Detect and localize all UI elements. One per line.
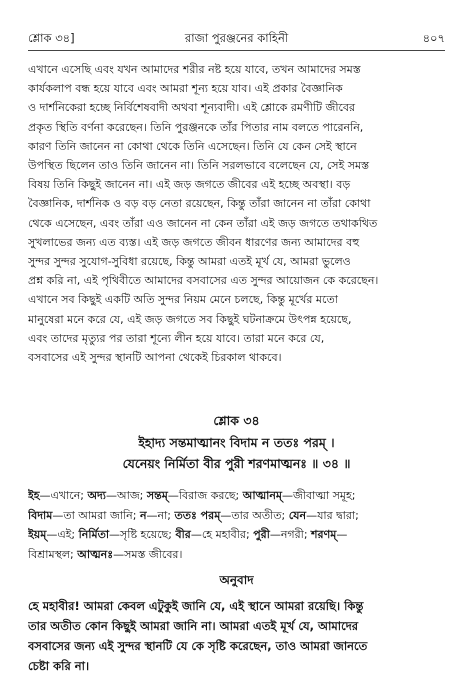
verse-reference: শ্লোক ৩৪] bbox=[28, 31, 75, 45]
synonym-meaning: —নগরী; bbox=[269, 528, 312, 541]
synonym-word: আত্মানম্ bbox=[242, 489, 283, 502]
synonym-word: বীর bbox=[175, 528, 191, 541]
synonym-word: নির্মিতা bbox=[78, 528, 110, 541]
purport-line: বিষয় তিনি কিছুই জানেন না। এই জড় জগতে জীবের এই হচ্ছে অবস্থা। বড় bbox=[28, 178, 351, 192]
translation-line: বসবাসের জন্য এই সুন্দর স্থানটি যে কে সৃষ্টি করেছেন, তাও আমরা জানতে bbox=[28, 639, 368, 653]
synonym-meaning: —তা আমরা জানি; bbox=[52, 508, 140, 522]
chapter-title: রাজা পুরঞ্জনের কাহিনী bbox=[184, 31, 289, 45]
synonym-word: অদ্য bbox=[87, 489, 106, 502]
translation-text bbox=[28, 596, 446, 676]
synonym-line bbox=[28, 506, 446, 526]
purport-line: মানুষেরা মনে করে যে, এই জড় জগতে সব কিছুই ঘটনাক্রমে উৎপন্ন হয়েছে, bbox=[28, 312, 352, 326]
purport-line: থেকে এসেছেন, এবং তাঁরা এও জানেন না কেন তাঁরা এই জড় জগতে তথাকথিত bbox=[28, 216, 378, 230]
purport-line: বৈজ্ঞানিক, দার্শনিক ও বড় বড় নেতা রয়েছেন, কিন্তু তাঁরা জানেন না তাঁরা কোথা bbox=[28, 197, 371, 211]
verse-line-2: যেনেয়ং নির্মিতা বীর পুরী শরণমাত্মনঃ ॥ ৩৪ ॥ bbox=[122, 456, 351, 471]
purport-line: সুখলাভের জন্য এত ব্যস্ত। এই জড় জগতে জীবন ধারণের জন্য আমাদের বহু bbox=[28, 235, 360, 249]
synonym-word: ইয়ম্ bbox=[28, 528, 47, 541]
purport-line: সুন্দর সুন্দর সুযোগ-সুবিধা রয়েছে, কিন্তু আমরা এতই মূর্খ যে, আমরা ভুলেও bbox=[28, 255, 351, 269]
synonym-meaning: —এখানে; bbox=[39, 489, 88, 502]
translation-line: হে মহাবীর! আমরা কেবল এটুকুই জানি যে, এই স্থানে আমরা রয়েছি। কিন্তু bbox=[28, 599, 364, 613]
purport-line: কার্যকলাপ বন্ধ হয়ে যাবে এবং আমরা শূন্য হয়ে যাব। এই প্রকার বৈজ্ঞানিক bbox=[28, 82, 343, 96]
synonym-line bbox=[28, 545, 446, 565]
purport-line: প্রশ্ন করি না, এই পৃথিবীতে আমাদের বসবাসের এত সুন্দর আয়োজন কে করেছেন। bbox=[28, 274, 379, 288]
verse-line-1: ইহাদ্য সন্তমাত্মানং বিদাম ন ততঃ পরম্ । bbox=[138, 435, 335, 450]
purport-line: এখানে এসেছি এবং যখন আমাদের শরীর নষ্ট হয়ে যাবে, তখন আমাদের সমস্ত bbox=[28, 63, 361, 76]
synonym-meaning: —জীবাত্মা সমূহ; bbox=[282, 489, 356, 502]
purport-line: বসবাসের এই সুন্দর স্থানটি আপনা থেকেই চিরকাল থাকবে। bbox=[28, 351, 282, 365]
synonym-line bbox=[28, 525, 446, 545]
purport-line: এখানে সব কিছুই একটি অতি সুন্দর নিয়ম মেনে চলছে, কিন্তু মূর্খের মতো bbox=[28, 293, 338, 307]
synonym-word: ততঃ পরম্ bbox=[174, 508, 221, 522]
synonym-meaning: —বিরাজ করছে; bbox=[167, 489, 243, 502]
purport-line: কারণ তিনি জানেন না কোথা থেকে তিনি এসেছেন। তিনি যে কেন সেই স্থানে bbox=[28, 139, 357, 153]
synonym-word: যেন bbox=[288, 508, 307, 522]
synonym-meaning: —এই; bbox=[46, 528, 79, 541]
synonym-meaning: —না; bbox=[146, 508, 175, 522]
synonym-word: বিদাম bbox=[28, 508, 53, 522]
purport-line: উপস্থিত ছিলেন তাও তিনি জানেন না। তিনি সরলভাবে বলেছেন যে, সেই সমস্ত bbox=[28, 159, 370, 173]
synonym-meaning: —সমস্ত জীবের। bbox=[113, 547, 183, 561]
synonym-word: ইহ bbox=[28, 489, 40, 502]
synonym-word: সন্তম্ bbox=[146, 489, 168, 502]
translation-line: তার অতীত কোন কিছুই আমরা জানি না। আমরা এতই মূর্খ যে, আমাদের bbox=[28, 619, 359, 633]
sanskrit-verse bbox=[0, 432, 473, 474]
synonym-meaning: —হে মহাবীর; bbox=[190, 528, 254, 541]
synonyms-block bbox=[28, 486, 446, 564]
purport-line: ও দার্শনিকেরা হচ্ছে নির্বিশেষবাদী অথবা শূন্যবাদী। এই শ্লোকে রমণীটি জীবের bbox=[28, 101, 356, 115]
verse-heading: শ্লোক ৩৪ bbox=[213, 413, 260, 428]
synonym-word: পুরী bbox=[253, 528, 270, 541]
synonym-word: আত্মনঃ bbox=[77, 547, 114, 561]
header-rule bbox=[28, 50, 445, 51]
synonym-meaning: —সৃষ্টি হয়েছে; bbox=[109, 528, 176, 541]
translation-heading: অনুবাদ bbox=[219, 573, 254, 587]
synonym-meaning: —যার দ্বারা; bbox=[306, 508, 359, 522]
synonym-meaning: — bbox=[336, 528, 348, 541]
purport-text bbox=[28, 60, 446, 367]
synonym-meaning: —আজ; bbox=[106, 489, 147, 502]
page-number: ৪০৭ bbox=[422, 31, 445, 45]
purport-line: এবং তাদের মৃত্যুর পর তারা শূন্যে লীন হয়ে যাবে। তারা মনে করে যে, bbox=[28, 331, 325, 345]
page-header bbox=[28, 30, 445, 48]
synonym-word: শরণম্ bbox=[311, 528, 337, 541]
synonym-line bbox=[28, 486, 446, 506]
synonym-meaning: বিশ্রামস্থল; bbox=[28, 547, 78, 561]
translation-line: চেষ্টা করি না। bbox=[28, 659, 90, 673]
purport-line: প্রকৃত স্থিতি বর্ণনা করেছেন। তিনি পুরঞ্জনকে তাঁর পিতার নাম বলতে পারেননি, bbox=[28, 120, 364, 134]
synonym-meaning: —তার অতীত; bbox=[220, 508, 289, 522]
synonym-word: ন bbox=[139, 508, 147, 522]
